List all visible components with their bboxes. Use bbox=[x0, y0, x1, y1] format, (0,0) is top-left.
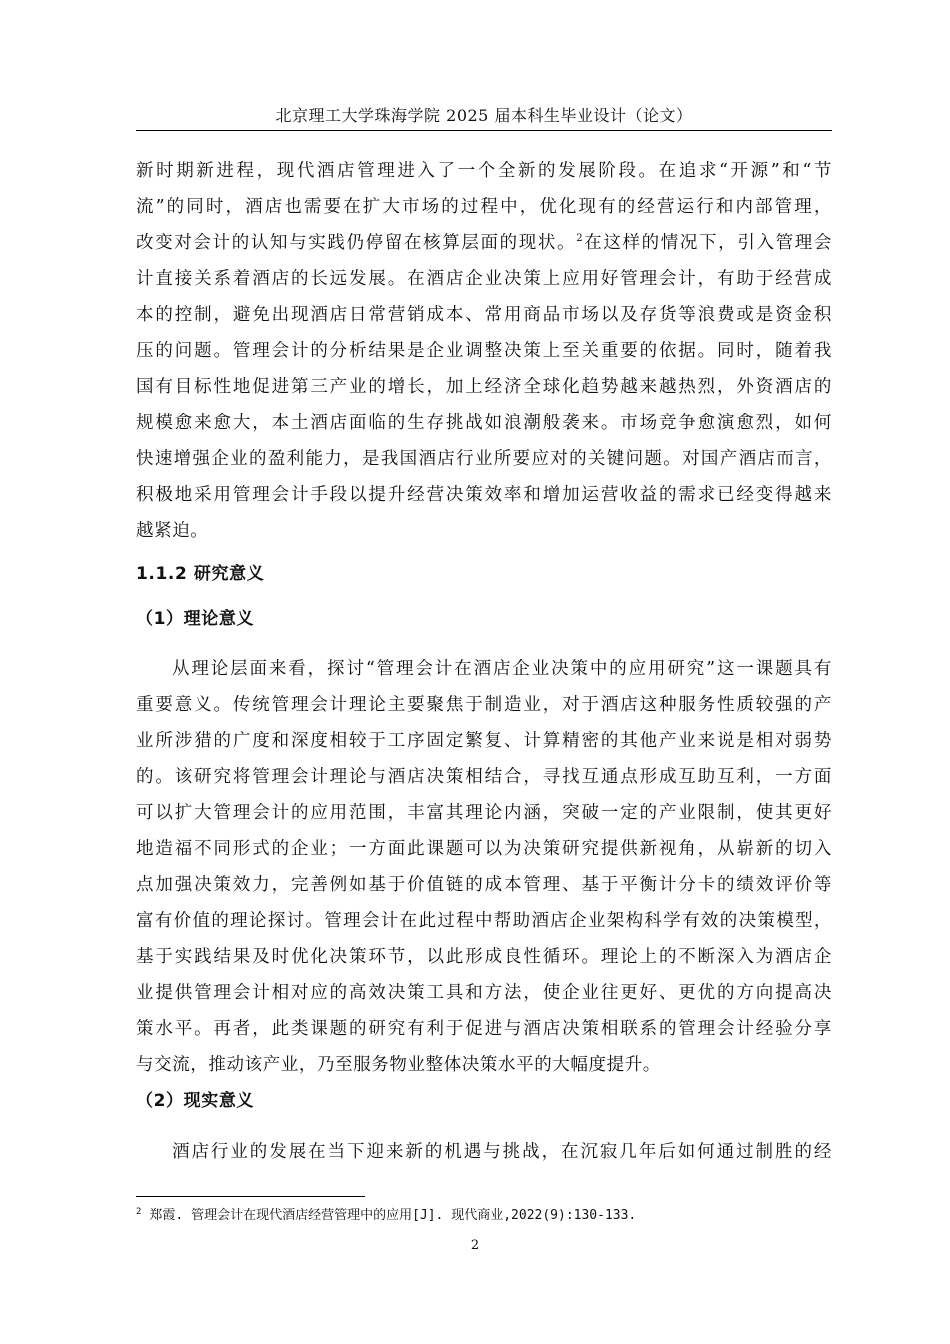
paragraph-line bbox=[136, 225, 832, 261]
paragraph-line: 与交流，推动该产业，乃至服务物业整体决策水平的大幅度提升。 bbox=[136, 1055, 661, 1075]
paragraph-line-text: 在这样的情况下，引入管理会 bbox=[583, 233, 832, 253]
paragraph-line: 点加强决策效力，完善例如基于价值链的成本管理、基于平衡计分卡的绩效评价等 bbox=[136, 875, 832, 895]
paragraph-line-text: 改变对会计的认知与实践仍停留在核算层面的现状。 bbox=[136, 233, 577, 253]
paragraph-line: 积极地采用管理会计手段以提升经营决策效率和增加运营收益的需求已经变得越来 bbox=[136, 485, 832, 505]
paragraph-line: 计直接关系着酒店的长远发展。在酒店企业决策上应用好管理会计，有助于经营成 bbox=[136, 269, 832, 289]
footnote-text: 郑霞. 管理会计在现代酒店经营管理中的应用[J]. 现代商业,2022(9):130-133. bbox=[149, 1208, 637, 1223]
intro-paragraph bbox=[136, 153, 832, 549]
paragraph-line: 基于实践结果及时优化决策环节，以此形成良性循环。理论上的不断深入为酒店企 bbox=[136, 947, 832, 967]
theory-paragraph bbox=[136, 651, 832, 1083]
paragraph-line: 新时期新进程，现代酒店管理进入了一个全新的发展阶段。在追求“开源”和“节 bbox=[136, 161, 832, 181]
footnote bbox=[136, 1206, 832, 1226]
page-number: 2 bbox=[470, 1238, 480, 1253]
footnote-reference: 2 bbox=[576, 233, 584, 244]
paragraph-line: 本的控制，避免出现酒店日常营销成本、常用商品市场以及存货等浪费或是资金积 bbox=[136, 305, 832, 325]
practice-paragraph bbox=[136, 1134, 832, 1170]
subsection-heading: （2）现实意义 bbox=[136, 1091, 255, 1111]
footnote-separator bbox=[136, 1196, 365, 1197]
running-header: 北京理工大学珠海学院 2025 届本科生毕业设计（论文） bbox=[275, 106, 693, 125]
paragraph-line: 重要意义。传统管理会计理论主要聚焦于制造业，对于酒店这种服务性质较强的产 bbox=[136, 695, 832, 715]
paragraph-line: 业提供管理会计相对应的高效决策工具和方法，使企业往更好、更优的方向提高决 bbox=[136, 983, 832, 1003]
paragraph-line: 国有目标性地促进第三产业的增长，加上经济全球化趋势越来越热烈，外资酒店的 bbox=[136, 377, 832, 397]
footnote-mark: 2 bbox=[136, 1207, 142, 1217]
paragraph-line: 富有价值的理论探讨。管理会计在此过程中帮助酒店企业架构科学有效的决策模型， bbox=[136, 911, 832, 931]
paragraph-line: 从理论层面来看，探讨“管理会计在酒店企业决策中的应用研究”这一课题具有 bbox=[172, 659, 832, 679]
paragraph-line: 规模愈来愈大，本土酒店面临的生存挑战如浪潮般袭来。市场竞争愈演愈烈，如何 bbox=[136, 413, 832, 433]
header-rule bbox=[136, 130, 832, 131]
paragraph-line: 业所涉猎的广度和深度相较于工序固定繁复、计算精密的其他产业来说是相对弱势 bbox=[136, 731, 832, 751]
paragraph-line: 可以扩大管理会计的应用范围，丰富其理论内涵，突破一定的产业限制，使其更好 bbox=[136, 803, 832, 823]
paragraph-line: 压的问题。管理会计的分析结果是企业调整决策上至关重要的依据。同时，随着我 bbox=[136, 341, 832, 361]
paragraph-line: 越紧迫。 bbox=[136, 521, 209, 541]
paragraph-line: 流”的同时，酒店也需要在扩大市场的过程中，优化现有的经营运行和内部管理， bbox=[136, 197, 832, 217]
paragraph-line: 策水平。再者，此类课题的研究有利于促进与酒店决策相联系的管理会计经验分享 bbox=[136, 1019, 832, 1039]
section-heading: 1.1.2 研究意义 bbox=[136, 564, 265, 584]
paragraph-line: 酒店行业的发展在当下迎来新的机遇与挑战，在沉寂几年后如何通过制胜的经 bbox=[172, 1142, 832, 1162]
paragraph-line: 快速增强企业的盈利能力，是我国酒店行业所要应对的关键问题。对国产酒店而言， bbox=[136, 449, 832, 469]
paragraph-line: 的。该研究将管理会计理论与酒店决策相结合，寻找互通点形成互助互利，一方面 bbox=[136, 767, 832, 787]
subsection-heading: （1）理论意义 bbox=[136, 609, 255, 629]
paragraph-line: 地造福不同形式的企业；一方面此课题可以为决策研究提供新视角，从崭新的切入 bbox=[136, 839, 832, 859]
